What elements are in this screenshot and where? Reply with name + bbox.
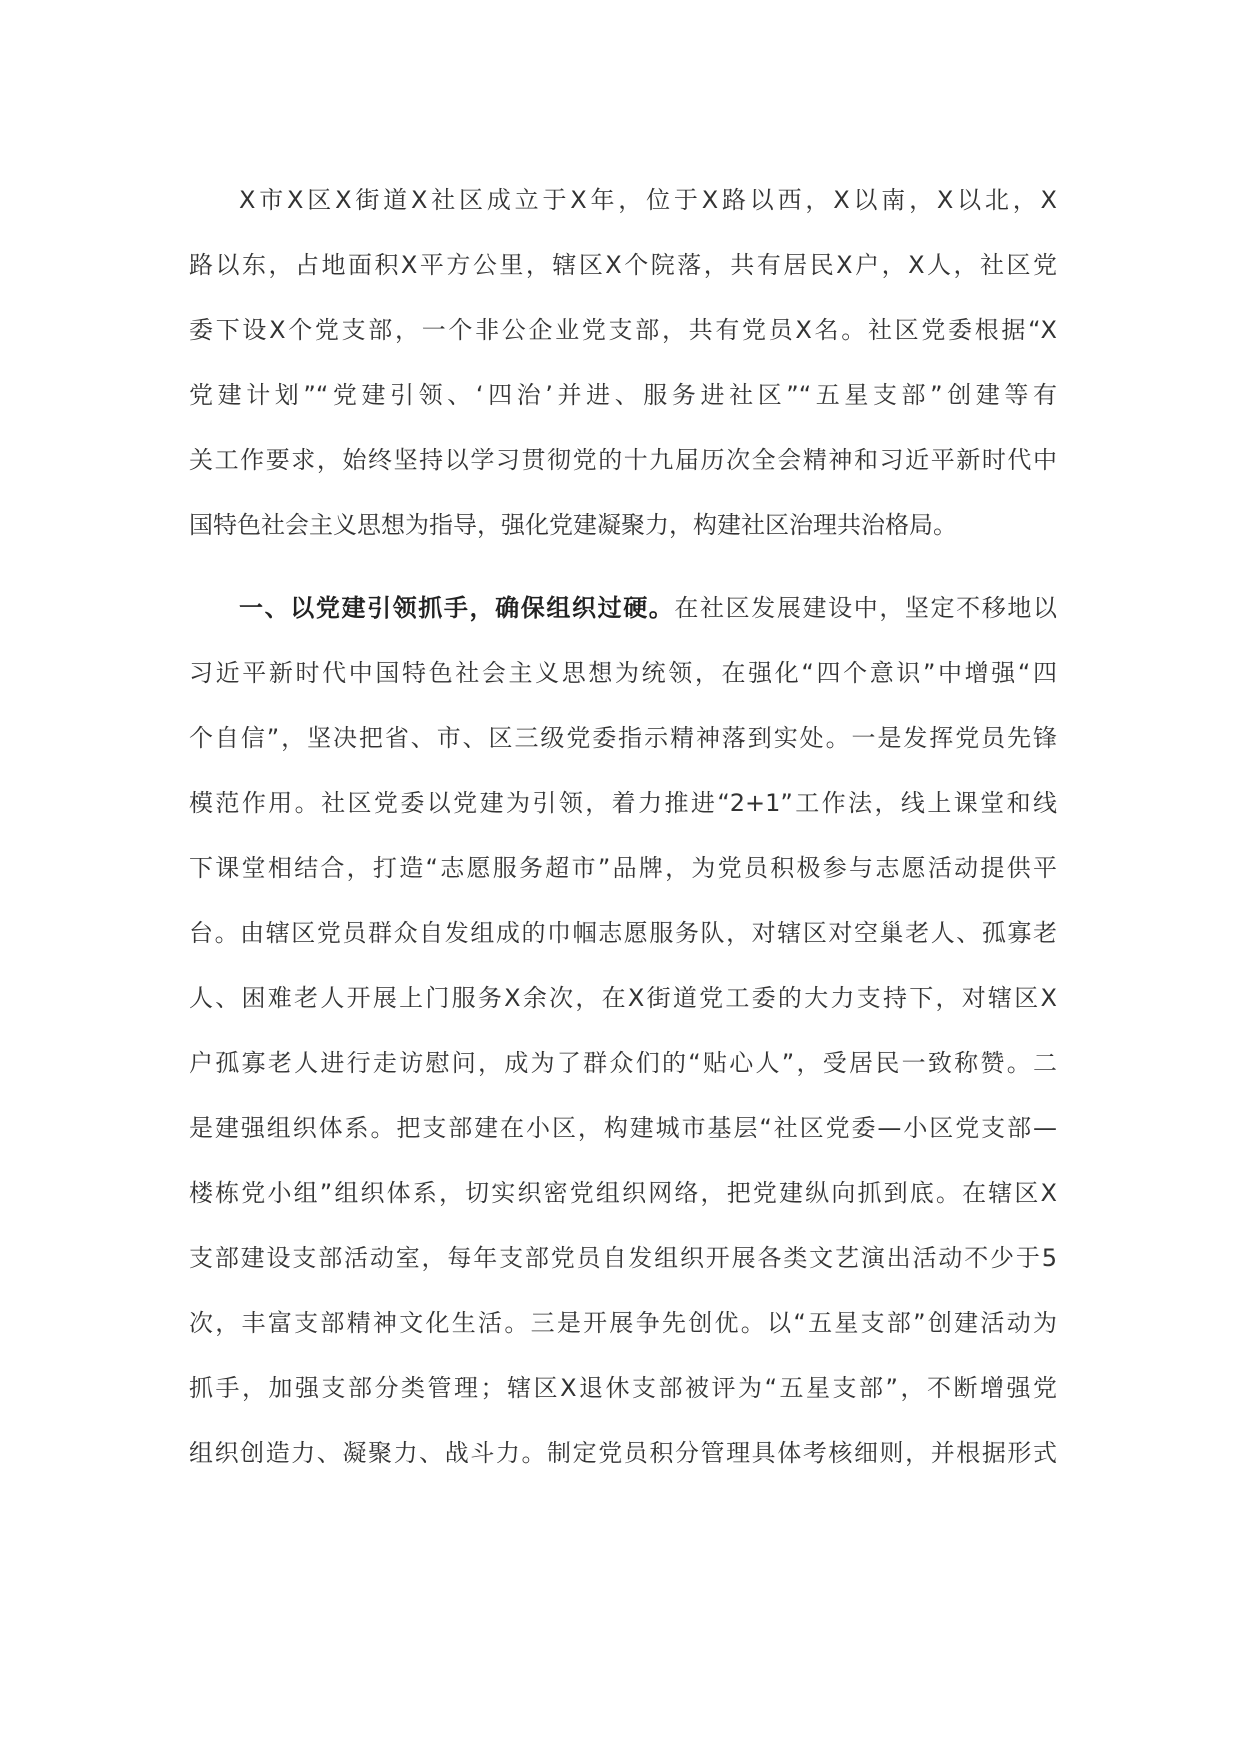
text-line: 抓手，加强支部分类管理；辖区X退休支部被评为“五星支部”，不断增强党 — [189, 1374, 1057, 1402]
text-line: 个自信”，坚决把省、市、区三级党委指示精神落到实处。一是发挥党员先锋 — [189, 724, 1057, 752]
text-line: 人、困难老人开展上门服务X余次，在X街道党工委的大力支持下，对辖区X — [189, 984, 1057, 1012]
text-line: 模范作用。社区党委以党建为引领，着力推进“2+1”工作法，线上课堂和线 — [189, 789, 1057, 817]
text-line: 户孤寡老人进行走访慰问，成为了群众们的“贴心人”，受居民一致称赞。二 — [189, 1049, 1057, 1077]
text-line: 楼栋党小组”组织体系，切实织密党组织网络，把党建纵向抓到底。在辖区X — [189, 1179, 1057, 1207]
text-line: 委下设X个党支部，一个非公企业党支部，共有党员X名。社区党委根据“X — [189, 316, 1057, 344]
text-line: 习近平新时代中国特色社会主义思想为统领，在强化“四个意识”中增强“四 — [189, 659, 1057, 687]
text-line: 国特色社会主义思想为指导，强化党建凝聚力，构建社区治理共治格局。 — [189, 511, 957, 539]
text-line: 是建强组织体系。把支部建在小区，构建城市基层“社区党委—小区党支部— — [189, 1114, 1057, 1142]
document-page — [189, 180, 1057, 1498]
section-one-paragraph — [189, 588, 1057, 1498]
text-line: 支部建设支部活动室，每年支部党员自发组织开展各类文艺演出活动不少于5 — [189, 1244, 1057, 1272]
text-line: 党建计划”“党建引领、‘四治’并进、服务进社区”“五星支部”创建等有 — [189, 381, 1057, 409]
text-line: 下课堂相结合，打造“志愿服务超市”品牌，为党员积极参与志愿活动提供平 — [189, 854, 1057, 882]
text-span: 在社区发展建设中，坚定不移地以 — [674, 594, 1058, 622]
intro-paragraph — [189, 180, 1057, 570]
text-line: 次，丰富支部精神文化生活。三是开展争先创优。以“五星支部”创建活动为 — [189, 1309, 1057, 1337]
text-line: 路以东，占地面积X平方公里，辖区X个院落，共有居民X户，X人，社区党 — [189, 251, 1057, 279]
section-heading: 一、以党建引领抓手，确保组织过硬。 — [239, 594, 675, 622]
text-line: 台。由辖区党员群众自发组成的巾帼志愿服务队，对辖区对空巢老人、孤寡老 — [189, 919, 1057, 947]
text-line: 关工作要求，始终坚持以学习贯彻党的十九届历次全会精神和习近平新时代中 — [189, 446, 1057, 474]
text-line: 组织创造力、凝聚力、战斗力。制定党员积分管理具体考核细则，并根据形式 — [189, 1439, 1057, 1467]
text-line: X市X区X街道X社区成立于X年，位于X路以西，X以南，X以北，X — [239, 186, 1057, 214]
text-line — [189, 588, 1057, 653]
